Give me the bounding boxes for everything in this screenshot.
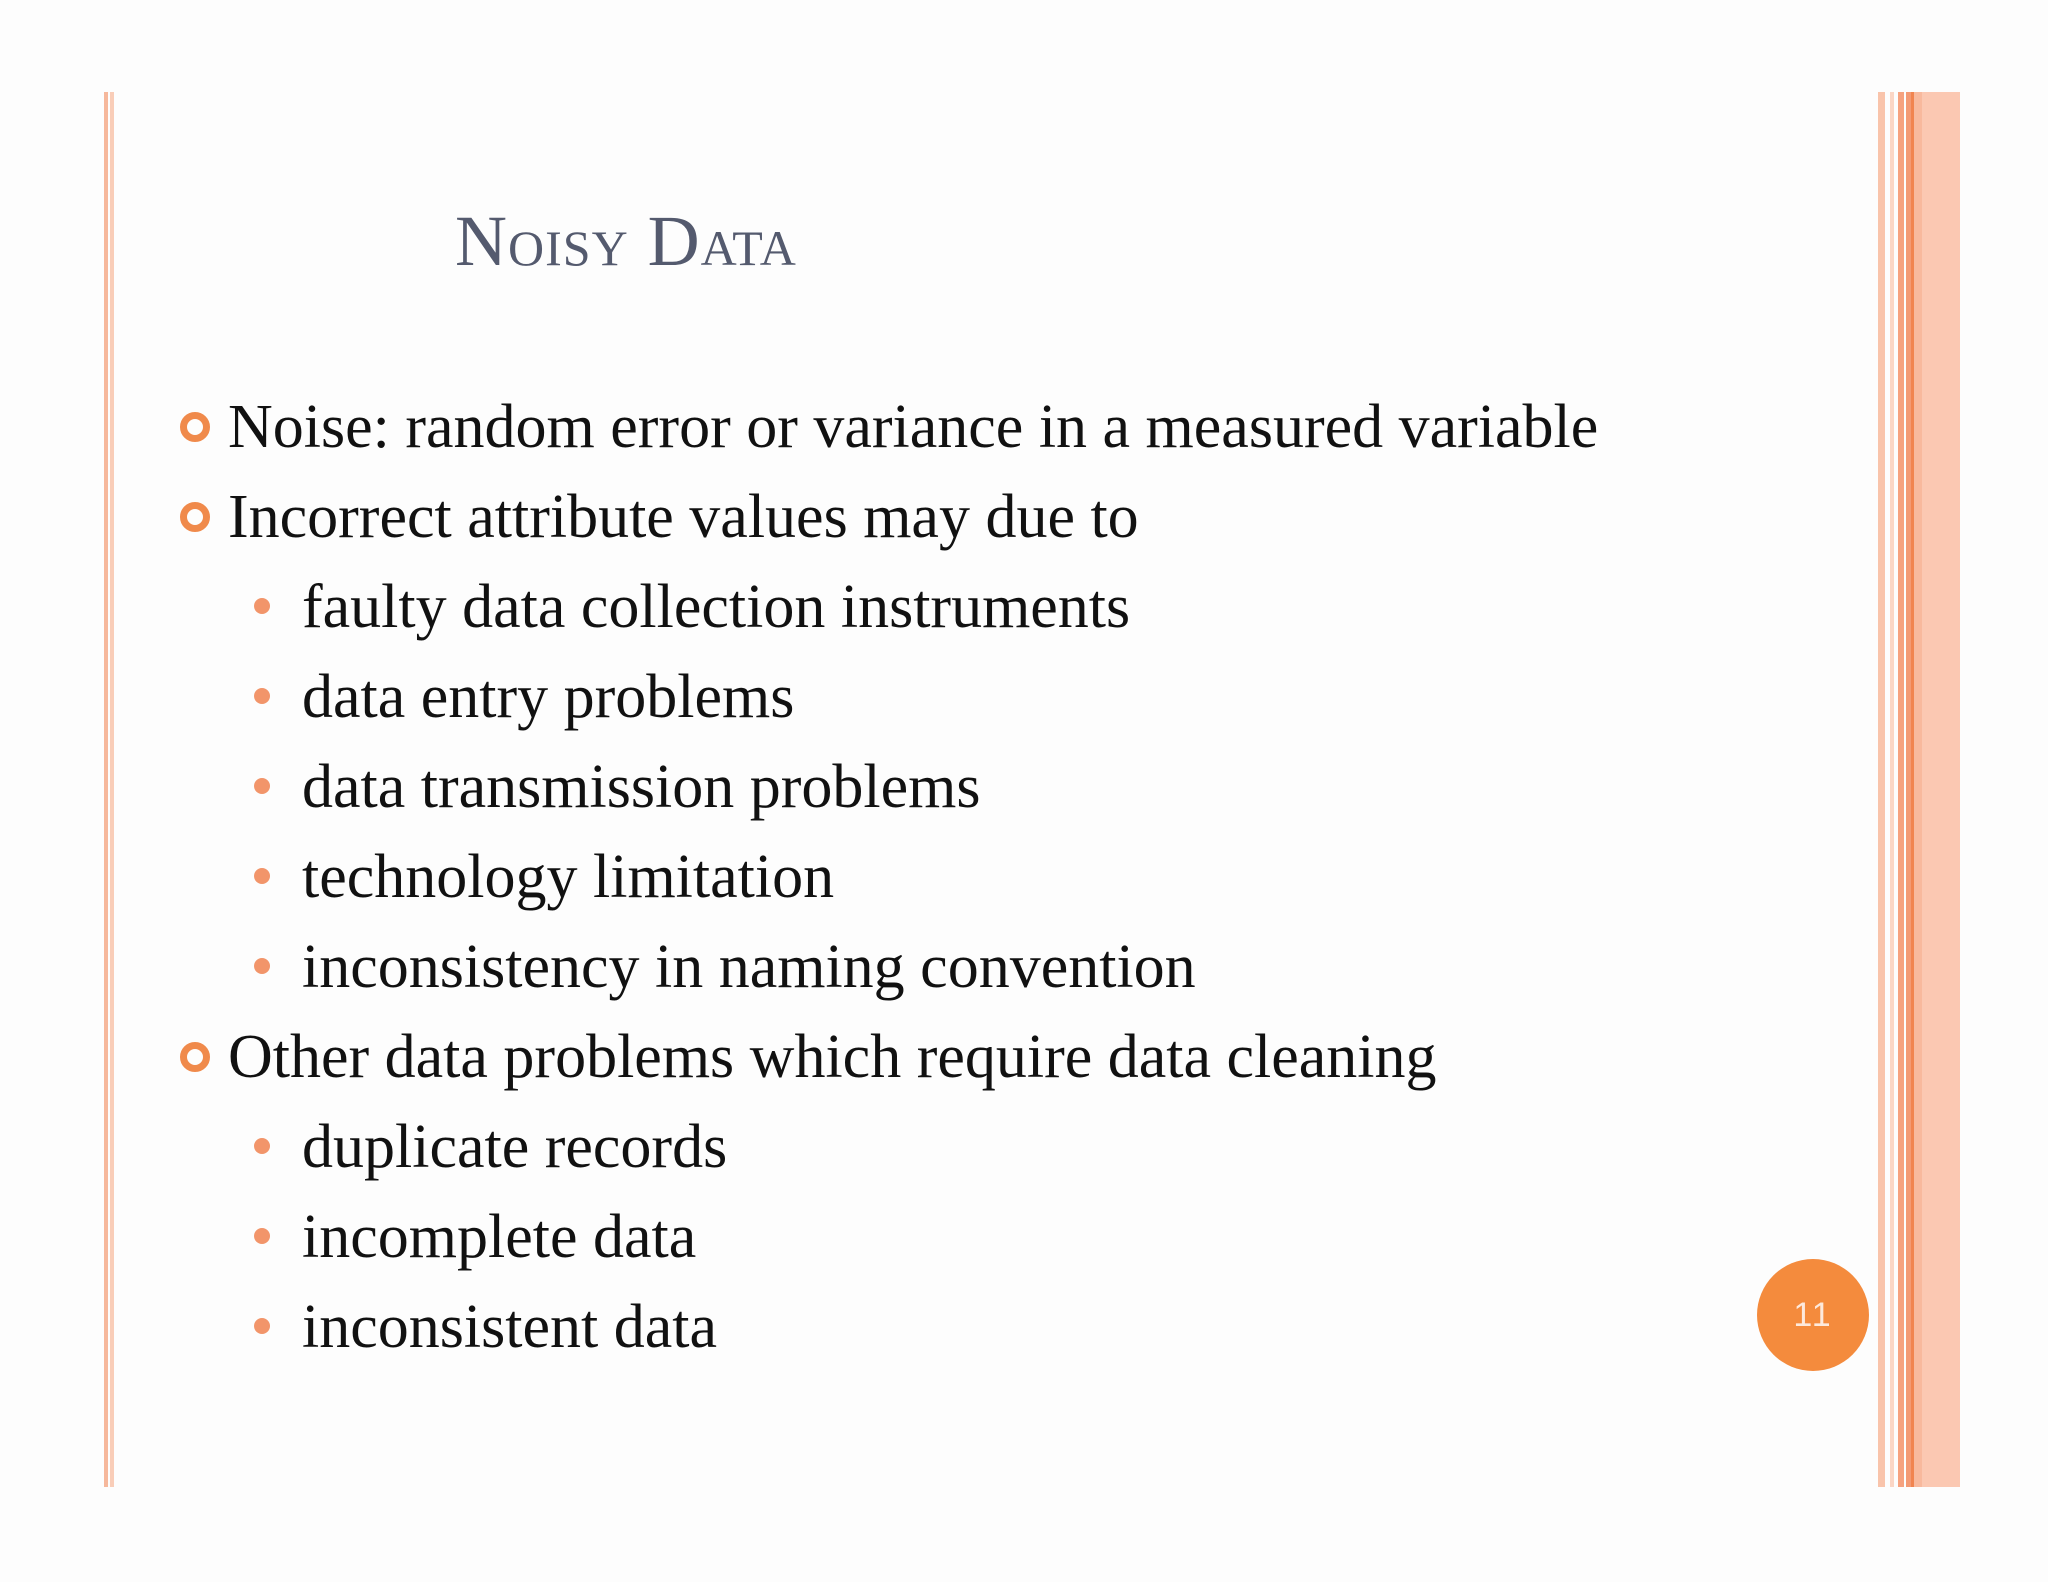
bullet-item: Other data problems which require data cleaning	[228, 1023, 1437, 1091]
sub-bullet-item: duplicate records	[302, 1113, 728, 1181]
dot-bullet-icon	[254, 1228, 270, 1244]
sub-bullet-item: data transmission problems	[302, 753, 981, 821]
dot-bullet-icon	[254, 1318, 270, 1334]
sub-bullet-item: incomplete data	[302, 1203, 697, 1271]
sub-bullet-item: inconsistent data	[302, 1293, 717, 1361]
dot-bullet-icon	[254, 688, 270, 704]
right-decorative-border	[1878, 92, 1960, 1487]
sub-bullet-item: inconsistency in naming convention	[302, 933, 1196, 1001]
sub-bullet-item: faulty data collection instruments	[302, 573, 1131, 641]
dot-bullet-icon	[254, 598, 270, 614]
ring-bullet-icon	[180, 1042, 210, 1072]
bullet-item: Incorrect attribute values may due to	[228, 483, 1139, 551]
dot-bullet-icon	[254, 868, 270, 884]
ring-bullet-icon	[180, 502, 210, 532]
bullet-item: Noise: random error or variance in a measured variable	[228, 393, 1599, 461]
ring-bullet-icon	[180, 412, 210, 442]
slide-title: Noisy Data	[455, 201, 797, 281]
dot-bullet-icon	[254, 1138, 270, 1154]
dot-bullet-icon	[254, 778, 270, 794]
page-number-badge: 11	[1757, 1259, 1869, 1371]
dot-bullet-icon	[254, 958, 270, 974]
left-border-line	[104, 92, 108, 1487]
sub-bullet-item: data entry problems	[302, 663, 795, 731]
left-border-line-inner	[110, 92, 114, 1487]
sub-bullet-item: technology limitation	[302, 843, 835, 911]
